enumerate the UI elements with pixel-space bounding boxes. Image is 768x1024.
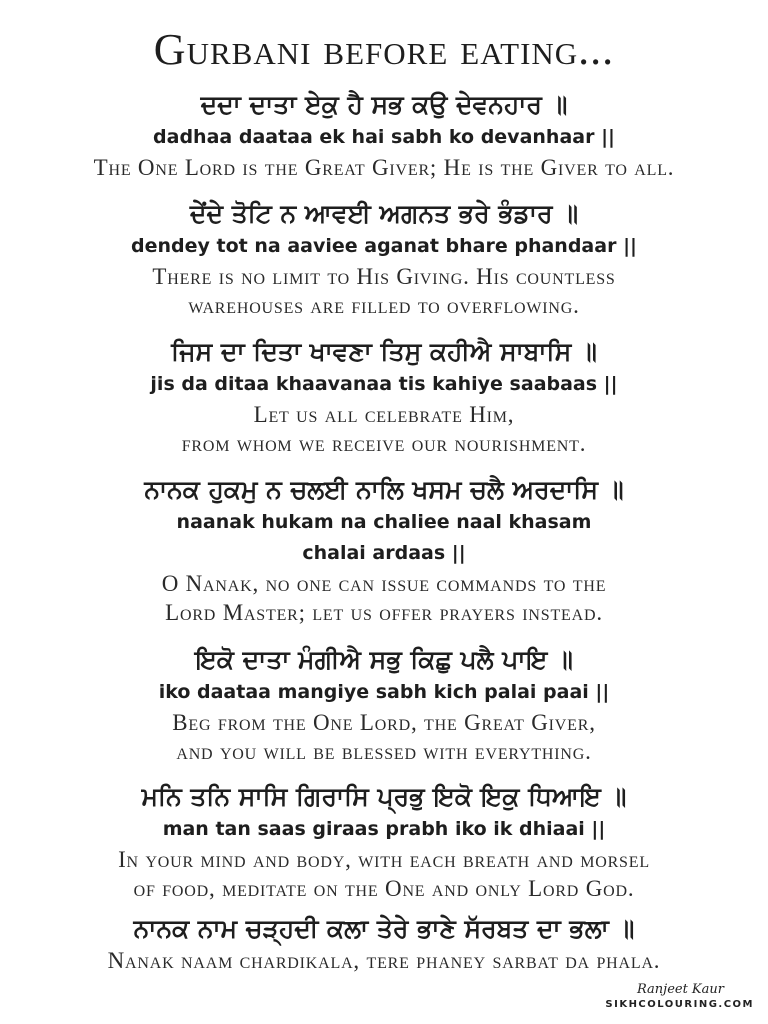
verse-gurmukhi: ਜਿਸ ਦਾ ਦਿਤਾ ਖਾਵਣਾ ਤਿਸੁ ਕਹੀਐ ਸਾਬਾਸਿ ॥ (171, 337, 597, 366)
signature-website: SIKHCOLOURING.COM (605, 999, 754, 1010)
verse-translation-line-1: There is no limit to His Giving. His countless (152, 264, 616, 289)
verse-translation-line-1: O Nanak, no one can issue commands to the (161, 571, 607, 596)
verse-gurmukhi: ਇਕੋ ਦਾਤਾ ਮੰਗੀਐ ਸਭੁ ਕਿਛੁ ਪਲੈ ਪਾਇ ॥ (195, 645, 573, 674)
verse-translation-line-2: warehouses are filled to overflowing. (188, 293, 580, 318)
verse-gurmukhi: ਨਾਨਕ ਹੁਕਮੁ ਨ ਚਲਈ ਨਾਲਿ ਖਸਮ ਚਲੈ ਅਰਦਾਸਿ ॥ (144, 475, 624, 504)
verse-1 (0, 88, 768, 182)
verse-4 (0, 473, 768, 627)
verse-transliteration: iko daataa mangiye sabh kich palai paai || (158, 681, 610, 703)
verse-translation-line-2: of food, meditate on the One and only Lord God. (133, 876, 635, 901)
verse-transliteration: dadhaa daataa ek hai sabh ko devanhaar || (153, 126, 615, 148)
verse-translation-line-2: from whom we receive our nourishment. (181, 431, 587, 456)
page-title: Gurbani before eating... (153, 25, 615, 74)
verse-6 (0, 780, 768, 903)
verse-translation-line-1: In your mind and body, with each breath and morsel (118, 847, 650, 872)
verse-5 (0, 643, 768, 766)
verse-transliteration: dendey tot na aaviee aganat bhare phandaar || (131, 235, 637, 257)
verse-translation-line-1: Beg from the One Lord, the Great Giver, (172, 710, 596, 735)
verse-transliteration-line-2: chalai ardaas || (302, 542, 466, 564)
verse-2 (0, 197, 768, 320)
verse-gurmukhi: ਦਦਾ ਦਾਤਾ ਏਕੁ ਹੈ ਸਭ ਕਉ ਦੇਵਨਹਾਰ ॥ (200, 90, 568, 119)
verse-3 (0, 335, 768, 458)
verse-transliteration-line-1: naanak hukam na chaliee naal khasam (176, 511, 592, 533)
closing-translation: Nanak naam chardikala, tere phaney sarbat da phala. (107, 948, 661, 973)
closing-gurmukhi: ਨਾਨਕ ਨਾਮ ਚੜ੍ਹਦੀ ਕਲਾ ਤੇਰੇ ਭਾਣੇ ਸੱਰਬਤ ਦਾ ਭਲਾ ॥ (133, 914, 635, 943)
verse-gurmukhi: ਦੇਂਦੇ ਤੋਟਿ ਨ ਆਵਈ ਅਗਨਤ ਭਰੇ ਭੰਡਾਰ ॥ (189, 199, 579, 228)
signature-name: Ranjeet Kaur (636, 982, 724, 997)
signature (604, 982, 754, 1012)
verse-transliteration: man tan saas giraas prabh iko ik dhiaai || (162, 818, 606, 840)
verse-translation-line-2: and you will be blessed with everything. (176, 739, 592, 764)
verse-translation-line-2: Lord Master; let us offer prayers instead. (165, 600, 603, 625)
verse-translation: The One Lord is the Great Giver; He is the Giver to all. (93, 155, 675, 180)
verse-translation-line-1: Let us all celebrate Him, (253, 402, 515, 427)
verse-gurmukhi: ਮਨਿ ਤਨਿ ਸਾਸਿ ਗਿਰਾਸਿ ਪ੍ਰਭੁ ਇਕੋ ਇਕੁ ਧਿਆਇ ॥ (141, 782, 627, 811)
verse-transliteration: jis da ditaa khaavanaa tis kahiye saabaas || (150, 373, 618, 395)
